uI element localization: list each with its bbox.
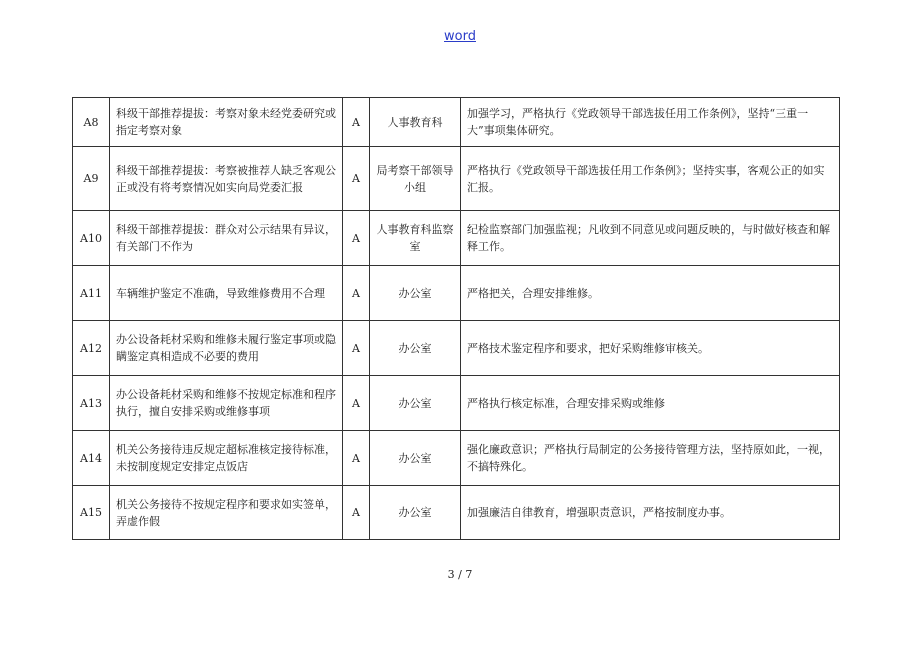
risk-description: 办公设备耗材采购和维修未履行鉴定事项或隐瞒鉴定真相造成不必要的费用 — [110, 321, 343, 376]
risk-table — [72, 97, 840, 540]
responsible-dept: 办公室 — [370, 486, 461, 540]
page-number: 3 / 7 — [447, 568, 473, 581]
table-row — [73, 211, 840, 266]
prevention-measure: 严格把关，合理安排维修。 — [461, 266, 840, 321]
risk-code: A8 — [73, 98, 110, 147]
risk-level: A — [343, 211, 370, 266]
table-row — [73, 376, 840, 431]
prevention-measure: 强化廉政意识；严格执行局制定的公务接待管理方法，坚持原如此，一视，不搞特殊化。 — [461, 431, 840, 486]
risk-code: A15 — [73, 486, 110, 540]
prevention-measure: 严格执行《党政领导干部选拔任用工作条例》；坚持实事，客观公正的如实汇报。 — [461, 147, 840, 211]
risk-description: 科级干部推荐提拔：群众对公示结果有异议，有关部门不作为 — [110, 211, 343, 266]
table-row — [73, 486, 840, 540]
responsible-dept: 办公室 — [370, 376, 461, 431]
risk-code: A13 — [73, 376, 110, 431]
table-row — [73, 321, 840, 376]
risk-code: A10 — [73, 211, 110, 266]
risk-level: A — [343, 321, 370, 376]
risk-level: A — [343, 376, 370, 431]
responsible-dept: 人事教育科监察室 — [370, 211, 461, 266]
table-row — [73, 266, 840, 321]
responsible-dept: 人事教育科 — [370, 98, 461, 147]
risk-description: 机关公务接待不按规定程序和要求如实签单，弄虚作假 — [110, 486, 343, 540]
responsible-dept: 局考察干部领导小组 — [370, 147, 461, 211]
risk-level: A — [343, 98, 370, 147]
risk-description: 科级干部推荐提拔：考察被推荐人缺乏客观公正或没有将考察情况如实向局党委汇报 — [110, 147, 343, 211]
table-row — [73, 147, 840, 211]
risk-level: A — [343, 266, 370, 321]
responsible-dept: 办公室 — [370, 431, 461, 486]
risk-description: 机关公务接待违反规定超标准核定接待标准，未按制度规定安排定点饭店 — [110, 431, 343, 486]
prevention-measure: 加强学习，严格执行《党政领导干部选拔任用工作条例》，坚持“三重一大”事项集体研究。 — [461, 98, 840, 147]
table-row — [73, 431, 840, 486]
risk-code: A12 — [73, 321, 110, 376]
prevention-measure: 严格执行核定标准，合理安排采购或维修 — [461, 376, 840, 431]
header-word-link[interactable]: word — [444, 29, 476, 44]
table-row — [73, 98, 840, 147]
risk-description: 办公设备耗材采购和维修不按规定标准和程序执行，擅自安排采购或维修事项 — [110, 376, 343, 431]
risk-code: A14 — [73, 431, 110, 486]
risk-description: 科级干部推荐提拔：考察对象未经党委研究或指定考察对象 — [110, 98, 343, 147]
risk-code: A9 — [73, 147, 110, 211]
responsible-dept: 办公室 — [370, 266, 461, 321]
prevention-measure: 加强廉洁自律教育，增强职责意识，严格按制度办事。 — [461, 486, 840, 540]
risk-level: A — [343, 147, 370, 211]
responsible-dept: 办公室 — [370, 321, 461, 376]
risk-level: A — [343, 431, 370, 486]
prevention-measure: 纪检监察部门加强监视；凡收到不同意见或问题反映的，与时做好核查和解释工作。 — [461, 211, 840, 266]
prevention-measure: 严格技术鉴定程序和要求，把好采购维修审核关。 — [461, 321, 840, 376]
risk-level: A — [343, 486, 370, 540]
risk-description: 车辆维护鉴定不准确，导致维修费用不合理 — [110, 266, 343, 321]
risk-code: A11 — [73, 266, 110, 321]
